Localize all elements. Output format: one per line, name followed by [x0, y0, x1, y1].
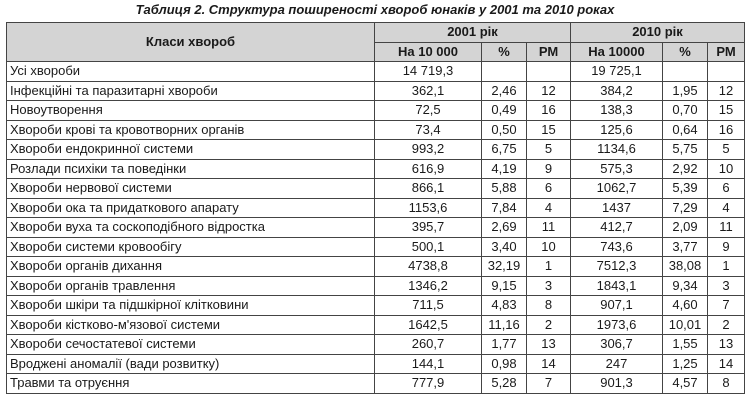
cell-pct-2001: 7,84 [482, 198, 527, 218]
cell-rank-2001: 9 [527, 159, 571, 179]
cell-per10k-2010: 1062,7 [571, 179, 663, 199]
cell-pct-2001: 5,28 [482, 374, 527, 394]
header-year-2001: 2001 рік [375, 23, 571, 43]
cell-pct-2010: 1,25 [663, 354, 708, 374]
table-row [7, 159, 745, 179]
cell-rank-2010: 6 [708, 179, 745, 199]
cell-pct-2001: 2,46 [482, 81, 527, 101]
table-row [7, 62, 745, 82]
table-row [7, 296, 745, 316]
cell-pct-2010: 5,39 [663, 179, 708, 199]
cell-rank-2001: 16 [527, 101, 571, 121]
header-year-2010: 2010 рік [571, 23, 745, 43]
cell-pct-2001: 11,16 [482, 315, 527, 335]
cell-per10k-2001: 1153,6 [375, 198, 482, 218]
table-row [7, 198, 745, 218]
cell-per10k-2010: 125,6 [571, 120, 663, 140]
table-row [7, 140, 745, 160]
cell-rank-2010: 10 [708, 159, 745, 179]
table-caption: Таблиця 2. Структура поширеності хвороб юнаків у 2001 та 2010 роках [135, 2, 615, 17]
cell-pct-2010: 0,70 [663, 101, 708, 121]
table-row [7, 354, 745, 374]
cell-per10k-2001: 395,7 [375, 218, 482, 238]
cell-pct-2001: 0,50 [482, 120, 527, 140]
cell-pct-2010: 4,60 [663, 296, 708, 316]
cell-pct-2010: 1,55 [663, 335, 708, 355]
cell-per10k-2001: 260,7 [375, 335, 482, 355]
header-per10k-2001: На 10 000 [375, 42, 482, 62]
cell-rank-2001: 7 [527, 374, 571, 394]
cell-per10k-2010: 247 [571, 354, 663, 374]
cell-per10k-2010: 412,7 [571, 218, 663, 238]
cell-pct-2010: 4,57 [663, 374, 708, 394]
cell-pct-2001: 4,83 [482, 296, 527, 316]
cell-pct-2010: 9,34 [663, 276, 708, 296]
cell-name: Хвороби органів травлення [7, 276, 375, 296]
cell-rank-2001: 13 [527, 335, 571, 355]
disease-table [6, 22, 745, 394]
cell-pct-2010: 38,08 [663, 257, 708, 277]
cell-rank-2001: 3 [527, 276, 571, 296]
cell-name: Вроджені аномалії (вади розвитку) [7, 354, 375, 374]
cell-pct-2010 [663, 62, 708, 82]
cell-rank-2001 [527, 62, 571, 82]
cell-per10k-2010: 1134,6 [571, 140, 663, 160]
table-row [7, 335, 745, 355]
cell-name: Новоутворення [7, 101, 375, 121]
cell-name: Хвороби крові та кровотворних органів [7, 120, 375, 140]
cell-name: Хвороби сечостатевої системи [7, 335, 375, 355]
cell-rank-2001: 12 [527, 81, 571, 101]
cell-rank-2010: 8 [708, 374, 745, 394]
cell-rank-2001: 6 [527, 179, 571, 199]
table-body [7, 62, 745, 394]
cell-per10k-2010: 1843,1 [571, 276, 663, 296]
header-classes: Класи хвороб [7, 23, 375, 62]
cell-per10k-2001: 4738,8 [375, 257, 482, 277]
header-per10k-2010: На 10000 [571, 42, 663, 62]
cell-name: Хвороби вуха та соскоподібного відростка [7, 218, 375, 238]
cell-per10k-2010: 306,7 [571, 335, 663, 355]
cell-rank-2010: 4 [708, 198, 745, 218]
cell-rank-2001: 8 [527, 296, 571, 316]
cell-rank-2001: 10 [527, 237, 571, 257]
table-row [7, 315, 745, 335]
cell-per10k-2001: 616,9 [375, 159, 482, 179]
cell-pct-2010: 3,77 [663, 237, 708, 257]
header-rank-2010: РМ [708, 42, 745, 62]
cell-pct-2001: 5,88 [482, 179, 527, 199]
cell-pct-2001: 4,19 [482, 159, 527, 179]
table-row [7, 120, 745, 140]
table-row [7, 218, 745, 238]
cell-pct-2001: 6,75 [482, 140, 527, 160]
cell-rank-2001: 15 [527, 120, 571, 140]
cell-rank-2001: 11 [527, 218, 571, 238]
cell-per10k-2001: 500,1 [375, 237, 482, 257]
table-row [7, 374, 745, 394]
table-row [7, 81, 745, 101]
cell-pct-2010: 2,92 [663, 159, 708, 179]
cell-rank-2010: 15 [708, 101, 745, 121]
table-row [7, 257, 745, 277]
cell-name: Хвороби кістково-м'язової системи [7, 315, 375, 335]
cell-rank-2010: 14 [708, 354, 745, 374]
cell-name: Травми та отруєння [7, 374, 375, 394]
cell-pct-2001: 3,40 [482, 237, 527, 257]
cell-rank-2010: 1 [708, 257, 745, 277]
cell-pct-2001 [482, 62, 527, 82]
cell-per10k-2001: 362,1 [375, 81, 482, 101]
cell-per10k-2010: 138,3 [571, 101, 663, 121]
cell-per10k-2001: 993,2 [375, 140, 482, 160]
cell-rank-2010: 11 [708, 218, 745, 238]
cell-per10k-2001: 14 719,3 [375, 62, 482, 82]
cell-pct-2010: 5,75 [663, 140, 708, 160]
cell-pct-2001: 1,77 [482, 335, 527, 355]
cell-rank-2010: 13 [708, 335, 745, 355]
cell-name: Хвороби органів дихання [7, 257, 375, 277]
cell-name: Усі хвороби [7, 62, 375, 82]
cell-per10k-2001: 711,5 [375, 296, 482, 316]
cell-rank-2001: 5 [527, 140, 571, 160]
table-row [7, 179, 745, 199]
cell-name: Хвороби ендокринної системи [7, 140, 375, 160]
cell-name: Хвороби системи кровообігу [7, 237, 375, 257]
table-row [7, 276, 745, 296]
cell-per10k-2001: 144,1 [375, 354, 482, 374]
cell-per10k-2010: 19 725,1 [571, 62, 663, 82]
table-row [7, 237, 745, 257]
header-pct-2001: % [482, 42, 527, 62]
cell-name: Інфекційні та паразитарні хвороби [7, 81, 375, 101]
cell-pct-2001: 32,19 [482, 257, 527, 277]
cell-name: Хвороби нервової системи [7, 179, 375, 199]
cell-rank-2010: 3 [708, 276, 745, 296]
cell-per10k-2010: 743,6 [571, 237, 663, 257]
cell-rank-2001: 2 [527, 315, 571, 335]
header-pct-2010: % [663, 42, 708, 62]
cell-pct-2001: 2,69 [482, 218, 527, 238]
cell-per10k-2010: 1973,6 [571, 315, 663, 335]
cell-per10k-2001: 72,5 [375, 101, 482, 121]
cell-rank-2010: 5 [708, 140, 745, 160]
cell-pct-2010: 0,64 [663, 120, 708, 140]
cell-rank-2010: 16 [708, 120, 745, 140]
cell-per10k-2010: 1437 [571, 198, 663, 218]
cell-pct-2010: 1,95 [663, 81, 708, 101]
table-row [7, 101, 745, 121]
cell-pct-2001: 0,49 [482, 101, 527, 121]
cell-name: Розлади психіки та поведінки [7, 159, 375, 179]
cell-per10k-2010: 7512,3 [571, 257, 663, 277]
cell-rank-2010: 2 [708, 315, 745, 335]
header-rank-2001: РМ [527, 42, 571, 62]
cell-per10k-2010: 901,3 [571, 374, 663, 394]
cell-rank-2010: 12 [708, 81, 745, 101]
cell-per10k-2001: 866,1 [375, 179, 482, 199]
cell-pct-2010: 7,29 [663, 198, 708, 218]
cell-per10k-2001: 1642,5 [375, 315, 482, 335]
cell-per10k-2001: 777,9 [375, 374, 482, 394]
cell-per10k-2001: 1346,2 [375, 276, 482, 296]
cell-per10k-2010: 907,1 [571, 296, 663, 316]
cell-pct-2010: 10,01 [663, 315, 708, 335]
cell-rank-2001: 14 [527, 354, 571, 374]
cell-name: Хвороби шкіри та підшкірної клітковини [7, 296, 375, 316]
cell-pct-2010: 2,09 [663, 218, 708, 238]
cell-pct-2001: 9,15 [482, 276, 527, 296]
cell-pct-2001: 0,98 [482, 354, 527, 374]
cell-rank-2001: 4 [527, 198, 571, 218]
cell-per10k-2001: 73,4 [375, 120, 482, 140]
cell-rank-2010 [708, 62, 745, 82]
cell-rank-2001: 1 [527, 257, 571, 277]
cell-rank-2010: 9 [708, 237, 745, 257]
cell-per10k-2010: 384,2 [571, 81, 663, 101]
cell-per10k-2010: 575,3 [571, 159, 663, 179]
cell-name: Хвороби ока та придаткового апарату [7, 198, 375, 218]
cell-rank-2010: 7 [708, 296, 745, 316]
